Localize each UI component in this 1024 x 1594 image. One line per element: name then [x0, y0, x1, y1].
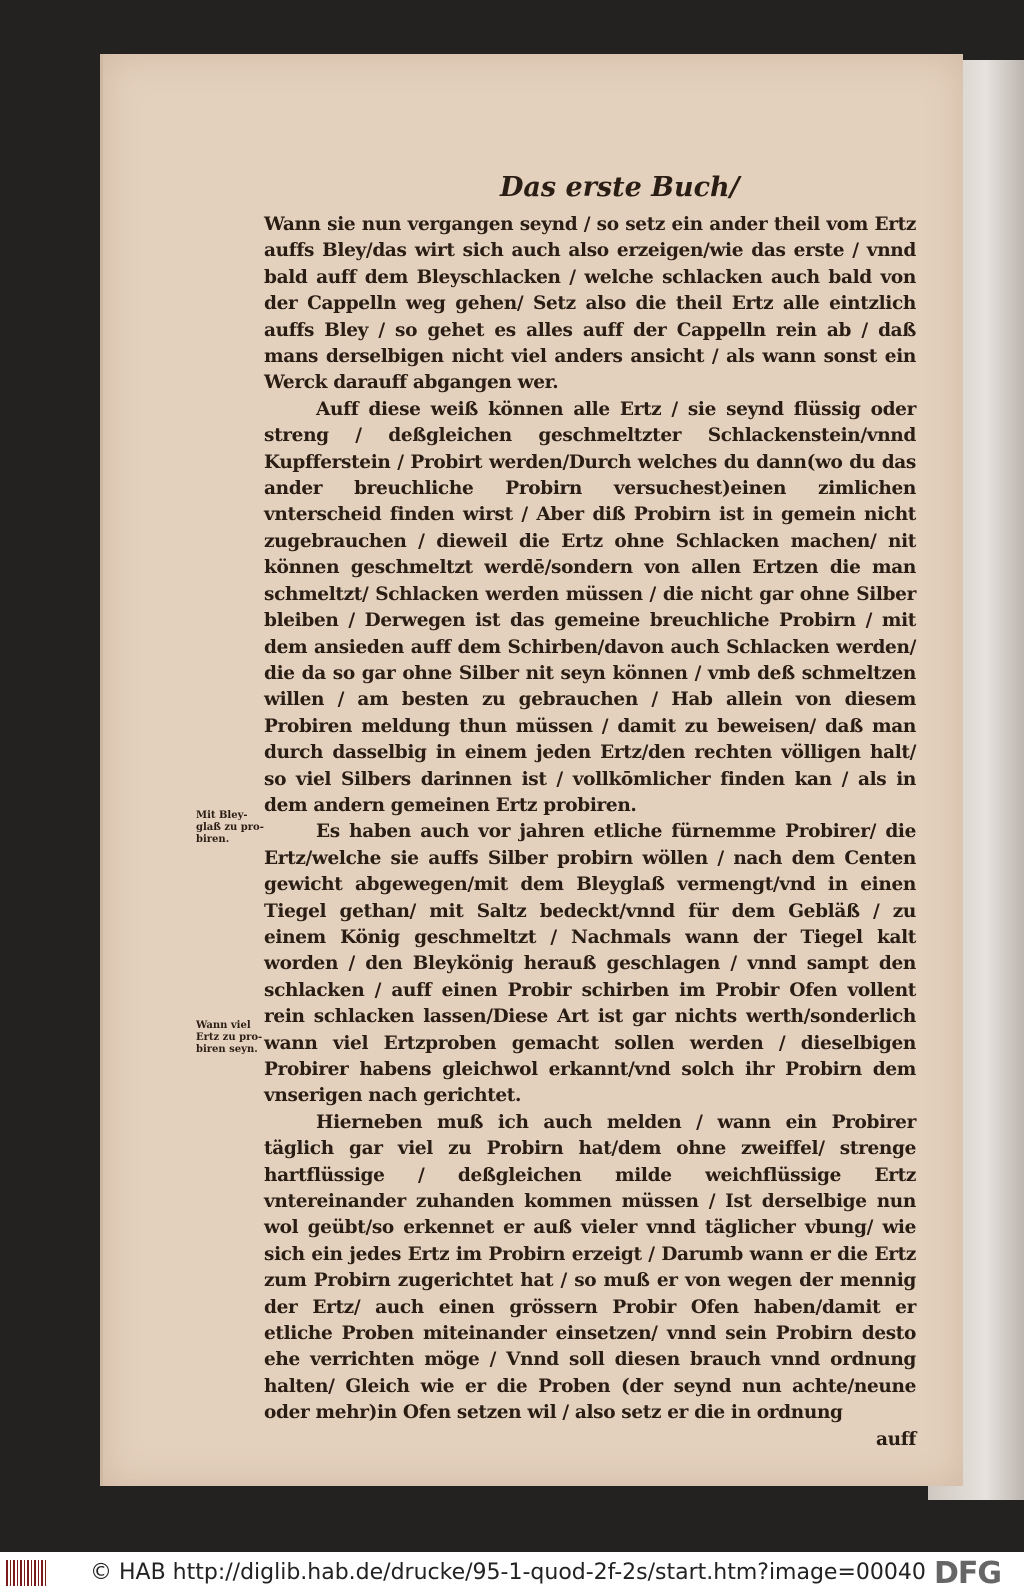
paragraph: Auff diese weiß können alle Ertz / sie seynd flüssig oder streng / deßgleichen geschmeltzter Schlackenstein/vnnd Kupfferstein / Probirt werden/Durch welches du dann(wo du das ander breuchliche Probirn versuchest)einen zimlichen vnterscheid finden wirst / Aber diß Probirn ist in gemein nicht zugebrauchen / dieweil die Ertz ohne Schlacken machen/ nit können geschmeltzt werdē/sondern von allen Ertzen die man schmeltzt/ Schlacken werden müssen / die nicht gar ohne Silber bleiben / Derwegen ist das gemeine breuchliche Probirn / mit dem ansieden auff dem Schirben/davon auch Schlacken werden/ die da so gar ohne Silber nit seyn können / vmb deß schmeltzen willen / am besten zu gebrauchen / Hab allein von diesem Probiren meldung thun müssen / damit zu beweisen/ daß man durch dasselbig in einem jeden Ertz/den rechten völligen halt/ so viel Silbers darinnen ist / vollkōmlicher finden kan / als in dem andern gemeinen Ertz probiren. [264, 398, 916, 816]
marginal-note: Mit Bley-glaß zu pro-biren. [196, 810, 264, 845]
barcode-icon [6, 1560, 48, 1586]
dfg-logo: DFG [934, 1556, 1002, 1591]
running-head: Das erste Buch/ [500, 172, 740, 203]
footer-bar [0, 1552, 1024, 1594]
paragraph: Es haben auch vor jahren etliche fürnemme Probirer/ die Ertz/welche sie auffs Silber probirn wöllen / nach dem Centen gewicht abgewegen/mit dem Bleyglaß vermengt/vnd in einen Tiegel gethan/ mit Saltz bedeckt/vnnd für dem Gebläß / zu einem König geschmeltzt / Nachmals wann der Tiegel kalt worden / den Bleykönig herauß geschlagen / vnnd sampt den schlacken / auff einen Probir schirben im Probir Ofen vollent rein schlacken lassen/Diese Art ist gar nichts werth/sonderlich wann viel Ertzproben gemacht sollen werden / dieselbigen Probirer habens gleichwol erkannt/vnd solch ihr Probirn dem vnserigen nach gerichtet. [264, 821, 916, 1107]
source-link[interactable]: © HAB http://diglib.hab.de/drucke/95-1-quod-2f-2s/start.htm?image=00040 [90, 1560, 926, 1585]
page-body [264, 212, 916, 1453]
marginal-note: Wann viel Ertz zu pro-biren seyn. [196, 1020, 263, 1055]
paragraph: Hierneben muß ich auch melden / wann ein Probirer täglich gar viel zu Probirn hat/dem ohne zweiffel/ strenge hartflüssige / deßgleichen milde weichflüssige Ertz vntereinander zuhanden kommen müssen / Ist derselbige nun wol geübt/so erkennet er auß vieler vnnd täglicher vbung/ wie sich ein jedes Ertz im Probirn erzeigt / Darumb wann er die Ertz zum Probirn zugerichtet hat / so muß er von wegen der mennig der Ertz/ auch einen grössern Probir Ofen haben/damit er etliche Proben miteinander einsetzen/ vnnd sein Probirn desto ehe verrichten möge / Vnnd soll diesen brauch vnnd ordnung halten/ Gleich wie er die Proben (der seynd nun achte/neune oder mehr)in Ofen setzen wil / also setz er die in ordnung [264, 1111, 916, 1424]
paragraph: Wann sie nun vergangen seynd / so setz ein ander theil vom Ertz auffs Bley/das wirt sich auch also erzeigen/wie das erste / vnnd bald auff dem Bleyschlacken / welche schlacken auch bald von der Cappelln weg gehen/ Setz also die theil Ertz alle eintzlich auffs Bley / so gehet es alles auff der Cappelln rein ab / daß mans derselbigen nicht viel anders ansicht / als wann sonst ein Werck darauff abgangen wer. [264, 214, 916, 394]
catchword: auff [876, 1428, 916, 1450]
